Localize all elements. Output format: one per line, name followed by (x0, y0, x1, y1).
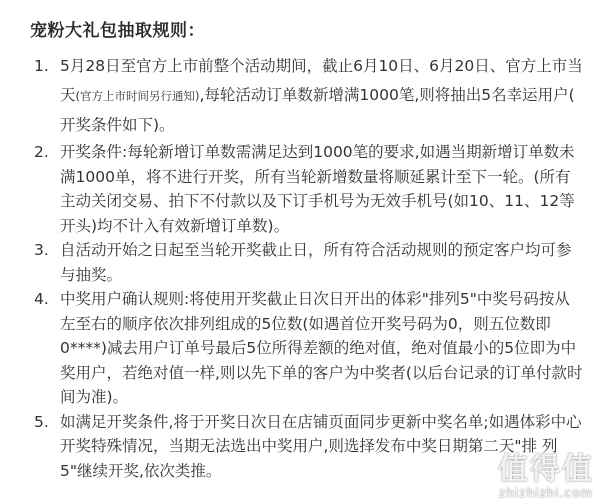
rule-text: 5月28日至官方上市前整个活动期间，截止6月10日、6月20日、官方上市当天 (60, 57, 583, 104)
rule-text-continued: ,每轮活动订单数新增满1000笔,则将抽出5名幸运用户( 开奖条件如下)。 (60, 86, 575, 134)
rule-number: 5. (34, 412, 49, 431)
rule-item-1 (34, 52, 584, 140)
rule-text: 自活动开始之日起至当轮开奖截止日，所有符合活动规则的预定客户均可参与抽奖。 (60, 241, 572, 284)
page-title: 宠粉大礼包抽取规则： (30, 21, 205, 41)
watermark-logo: 值得值 (498, 452, 594, 487)
rule-note: (官方上市时间另行通知) (75, 89, 200, 103)
rule-item-3 (34, 238, 584, 287)
rule-text: 如满足开奖条件,将于开奖日次日在店铺页面同步更新中奖名单;如遇体彩中心开奖特殊情况，当期无法选出中奖用户,则选择发布中奖日期第二天"排 列5"继续开奖,依次类推。 (60, 412, 582, 480)
watermark (498, 454, 594, 500)
watermark-url: zhizhizhi.com (498, 486, 594, 500)
rules-list (34, 52, 584, 483)
rule-number: 1. (34, 57, 49, 75)
rule-item-4 (34, 287, 584, 410)
rule-text: 中奖用户确认规则:将使用开奖截止日次日开出的体彩"排列5"中奖号码按从左至右的顺序依次排列组成的5位数(如遇首位开奖号码为0，则五位数即0****)减去用户订单号最后5位所得差额的绝对值，绝对值最小的5位即为中奖用户，若绝对值一样,则以先下单的客户为中奖者(以后台记录的订单付款时间为准)。 (60, 290, 583, 406)
rule-number: 3. (34, 241, 49, 259)
rule-number: 2. (34, 143, 49, 161)
rule-text: 开奖条件:每轮新增订单数需满足达到1000笔的要求,如遇当期新增订单数未满1000单，将不进行开奖，所有当轮新增数量将顺延累计至下一轮。(所有主动关闭交易、拍下不付款以及下订手机号为无效手机号(如10、11、12等开头)均不计入有效新增订单数)。 (60, 143, 575, 235)
rule-number: 4. (34, 290, 49, 308)
rule-item-2 (34, 140, 584, 238)
